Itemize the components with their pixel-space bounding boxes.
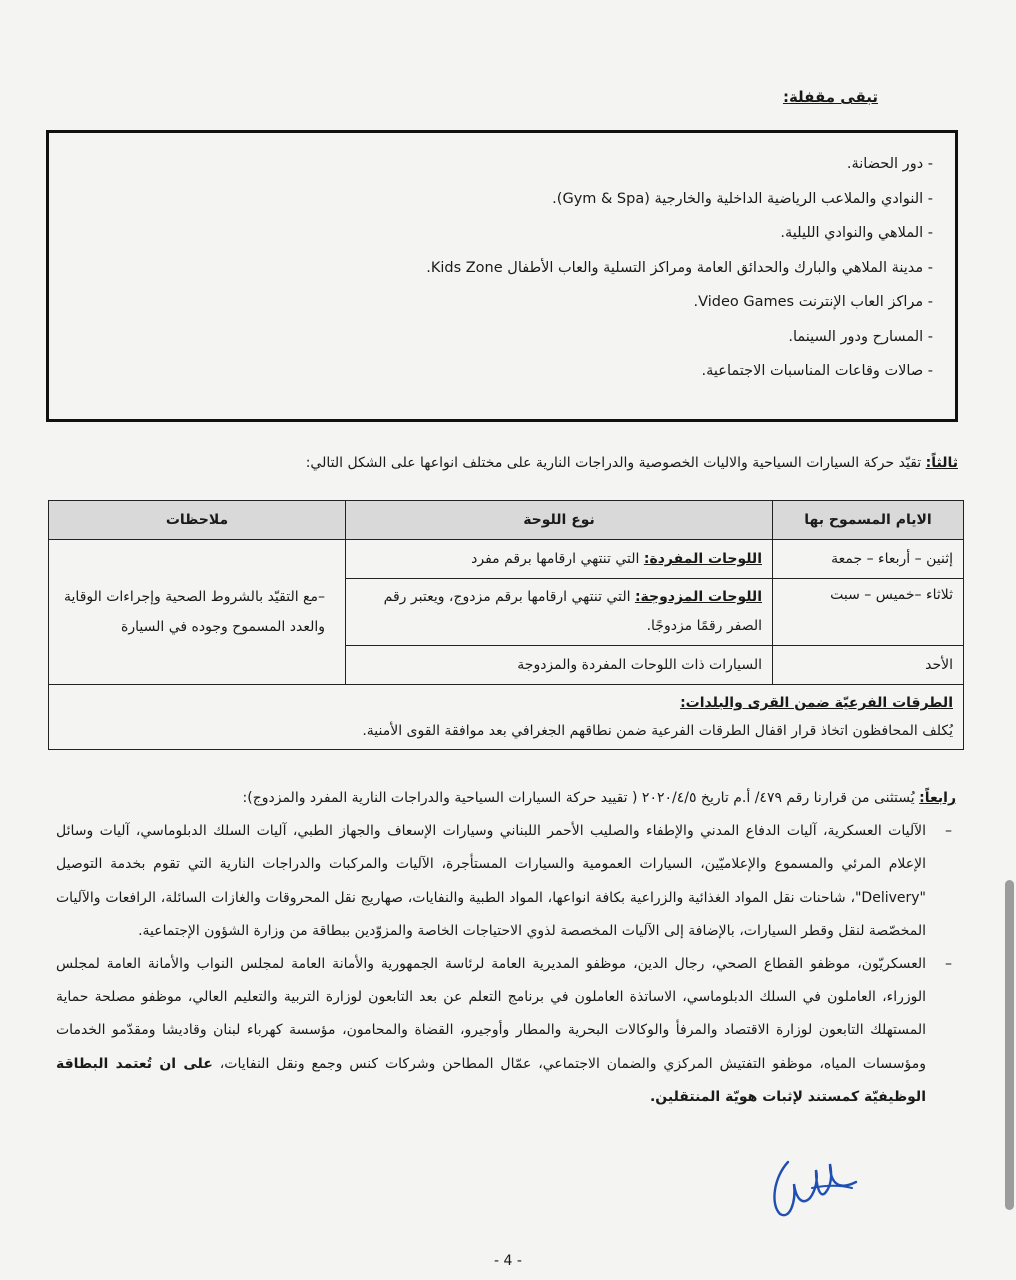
closed-item: - مدينة الملاهي والبارك والحدائق العامة ومراكز التسلية والعاب الأطفال Kids Zone.: [426, 259, 933, 276]
subroads-cell: [49, 685, 964, 750]
subroads-text: يُكلف المحافظون اتخاذ قرار اقفال الطرقات الفرعية ضمن نطاقهم الجغرافي بعد موافقة القوى الأمنية.: [362, 723, 953, 739]
table-header-row: [49, 501, 964, 540]
section-three: [48, 455, 958, 471]
closed-item: - النوادي والملاعب الرياضية الداخلية والخارجية (Gym & Spa).: [552, 190, 933, 207]
signature: [766, 1152, 862, 1222]
closed-item: - المسارح ودور السينما.: [788, 328, 933, 345]
days-cell: إثنين – أربعاء – جمعة: [773, 540, 964, 579]
closed-venues-list: [49, 147, 933, 389]
exemption-condition: على ان تُعتمد البطاقة الوظيفيّة كمستند لإثبات هويّة المنتقلين.: [56, 1055, 926, 1105]
page-number: - 4 -: [494, 1253, 522, 1269]
closed-item: - دور الحضانة.: [846, 156, 933, 172]
header-days: الايام المسموح بها: [773, 501, 964, 540]
plate-type-label: اللوحات المزدوجة:: [634, 589, 762, 605]
section-three-text: تقيّد حركة السيارات السياحية والاليات الخصوصية والدراجات النارية على مختلف انواعها على الشكل التالي:: [305, 455, 926, 471]
scrollbar[interactable]: [1005, 880, 1014, 1210]
plate-type-cell: السيارات ذات اللوحات المفردة والمزدوجة: [346, 646, 773, 685]
exemption-item: [56, 948, 956, 1114]
plate-type-label: اللوحات المفردة:: [643, 551, 762, 567]
exemption-item: [56, 815, 956, 948]
section-three-label: ثالثاً:: [925, 455, 958, 471]
days-cell: الأحد: [773, 646, 964, 685]
dash-bullet: –: [945, 956, 952, 973]
header-notes: ملاحظات: [49, 501, 346, 540]
exemption-text: العسكريّون، موظفو القطاع الصحي، رجال الدين، موظفو المديرية العامة لرئاسة الجمهورية والأمانة العامة لمجلس النواب والأمانة العامة لمجلس الوزراء، العاملون في السلك الدبلوماسي، الاساتذة العاملون في برنامج التعلم عن بعد التابعون لوزارة التربية والتعليم العالي، موظفو مصلحة حماية المستهلك التابعون لوزارة الاقتصاد والمرفأ والوكالات البحرية والمطار وأوجيرو، القضاة والمحامون، مؤسسة كهرباء لبنان وقاديشا ومقدّمو الخدمات ومؤسسات المياه، موظفو التفتيش المركزي والضمان الاجتماعي، عمّال المطاحن وشركات كنس وجمع ونقل النفايات،: [56, 956, 926, 1072]
subroads-row: [49, 685, 964, 750]
dash-bullet: –: [945, 823, 952, 840]
plate-type-cell: [346, 579, 773, 646]
table-row: [49, 540, 964, 579]
section-four: [56, 782, 956, 1114]
closed-venues-box: [46, 130, 958, 422]
exemption-text: الآليات العسكرية، آليات الدفاع المدني والإطفاء والصليب الأحمر اللبناني وسيارات الإسعاف والجهاز الطبي، آليات السلك الدبلوماسي، آليات وسائل الإعلام المرئي والمسموع والإعلاميّين، السيارات العمومية والسيارات المستأجرة، الآليات والمركبات والدراجات النارية التي تقوم بخدمة التوصيل "Delivery"، شاحنات نقل المواد الغذائية والزراعية بكافة انواعها، المواد الطبية والنفايات، صهاريج نقل المحروقات والغازات السائلة، الرافعات والآليات المخصّصة لنقل وقطر السيارات، بالإضافة إلى الآليات المخصصة لذوي الاحتياجات الخاصة والمزوّدين ببطاقة من وزارة الشؤون الإجتماعية.: [56, 823, 926, 939]
header-plate-type: نوع اللوحة: [346, 501, 773, 540]
days-cell: ثلاثاء –خميس – سبت: [773, 579, 964, 646]
closed-item: - الملاهي والنوادي الليلية.: [780, 225, 933, 241]
section-four-label: رابعاً:: [919, 790, 956, 806]
plate-type-text: التي تنتهي ارقامها برقم مزدوج، ويعتبر رقم الصفر رقمًا مزدوجًا.: [383, 589, 762, 634]
section-four-heading: [56, 782, 956, 815]
plate-type-cell: [346, 540, 773, 579]
notes-cell: –مع التقيّد بالشروط الصحية وإجراءات الوقاية والعدد المسموح وجوده في السيارة: [49, 540, 346, 685]
section-four-text: يُستثنى من قرارنا رقم ٤٧٩/ أ.م تاريخ ٢٠٢٠/٤/٥ ( تقييد حركة السيارات السياحية والدراجات النارية المفرد والمزدوج):: [242, 790, 920, 806]
subroads-title: الطرقات الفرعيّة ضمن القرى والبلدات:: [680, 695, 953, 711]
closed-item: - صالات وقاعات المناسبات الاجتماعية.: [701, 363, 933, 379]
plate-schedule-table: [48, 500, 964, 750]
closed-item: - مراكز العاب الإنترنت Video Games.: [693, 294, 933, 310]
plate-type-text: التي تنتهي ارقامها برقم مفرد: [471, 551, 644, 567]
closed-title: تبقى مقفلة:: [782, 88, 878, 106]
